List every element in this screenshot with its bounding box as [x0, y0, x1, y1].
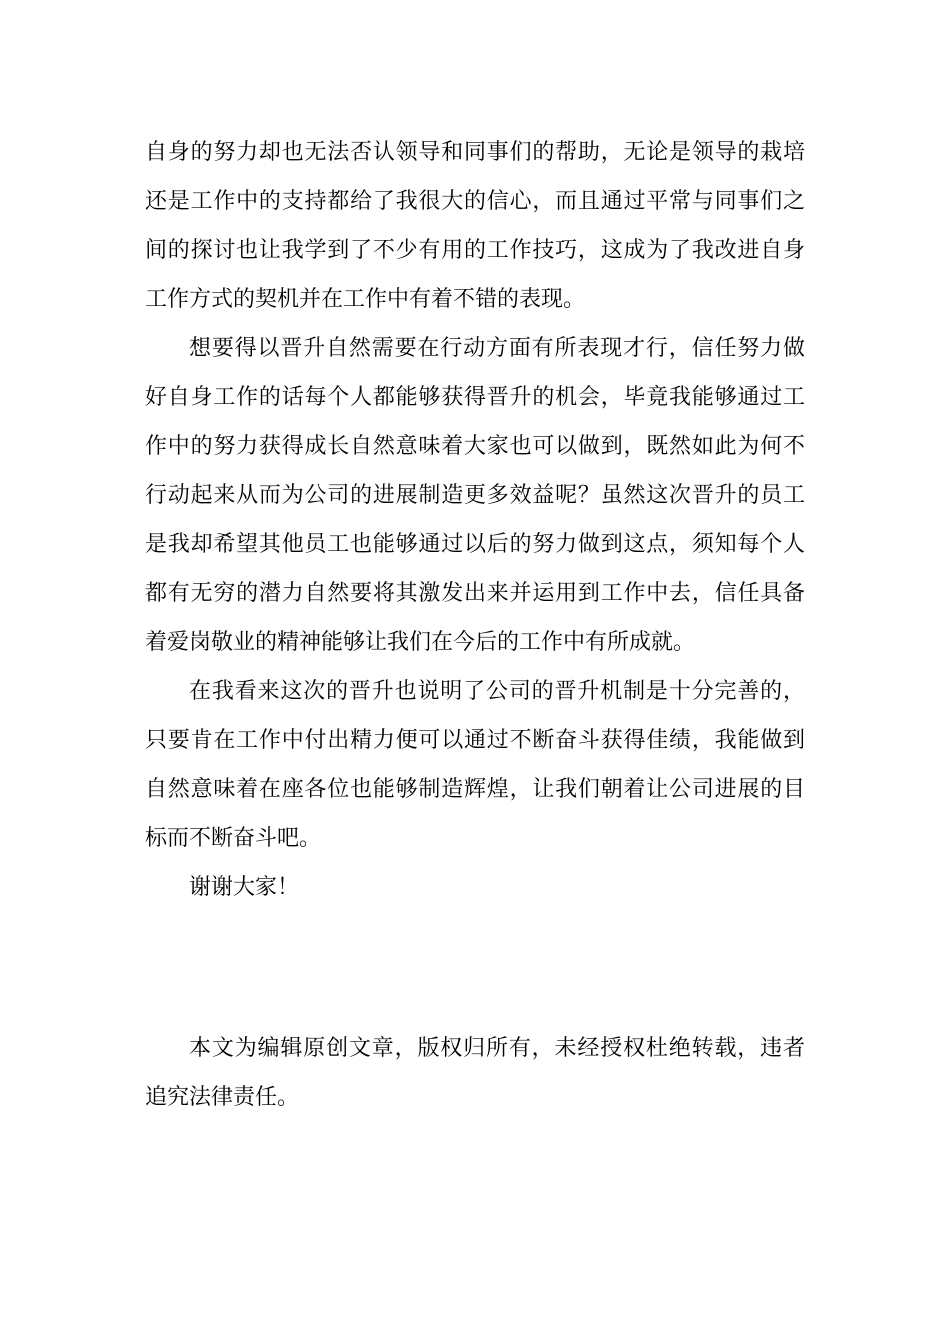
speech-body — [145, 128, 805, 912]
body-line: 间的探讨也让我学到了不少有用的工作技巧，这成为了我改进自身 — [145, 238, 805, 263]
body-line: 着爱岗敬业的精神能够让我们在今后的工作中有所成就。 — [145, 630, 696, 655]
notice-line: 本文为编辑原创文章，版权归所有，未经授权杜绝转载，违者 — [189, 1036, 805, 1061]
closing-line: 谢谢大家！ — [189, 875, 300, 900]
body-line: 自身的努力却也无法否认领导和同事们的帮助，无论是领导的栽培 — [145, 140, 805, 165]
body-line: 标而不断奋斗吧。 — [145, 826, 322, 851]
body-line: 行动起来从而为公司的进展制造更多效益呢？虽然这次晋升的员工 — [145, 483, 805, 508]
copyright-notice — [145, 1024, 805, 1122]
body-line: 工作方式的契机并在工作中有着不错的表现。 — [145, 287, 586, 312]
notice-line: 追究法律责任。 — [145, 1085, 300, 1110]
body-line: 都有无穷的潜力自然要将其激发出来并运用到工作中去，信任具备 — [145, 581, 805, 606]
body-line: 想要得以晋升自然需要在行动方面有所表现才行，信任努力做 — [189, 336, 805, 361]
body-line: 好自身工作的话每个人都能够获得晋升的机会，毕竟我能够通过工 — [145, 385, 805, 410]
body-line: 自然意味着在座各位也能够制造辉煌，让我们朝着让公司进展的目 — [145, 777, 805, 802]
body-line: 还是工作中的支持都给了我很大的信心，而且通过平常与同事们之 — [145, 189, 805, 214]
body-line: 是我却希望其他员工也能够通过以后的努力做到这点，须知每个人 — [145, 532, 805, 557]
body-line: 只要肯在工作中付出精力便可以通过不断奋斗获得佳绩，我能做到 — [145, 728, 805, 753]
body-line: 作中的努力获得成长自然意味着大家也可以做到，既然如此为何不 — [145, 434, 805, 459]
body-line: 在我看来这次的晋升也说明了公司的晋升机制是十分完善的， — [189, 679, 805, 704]
